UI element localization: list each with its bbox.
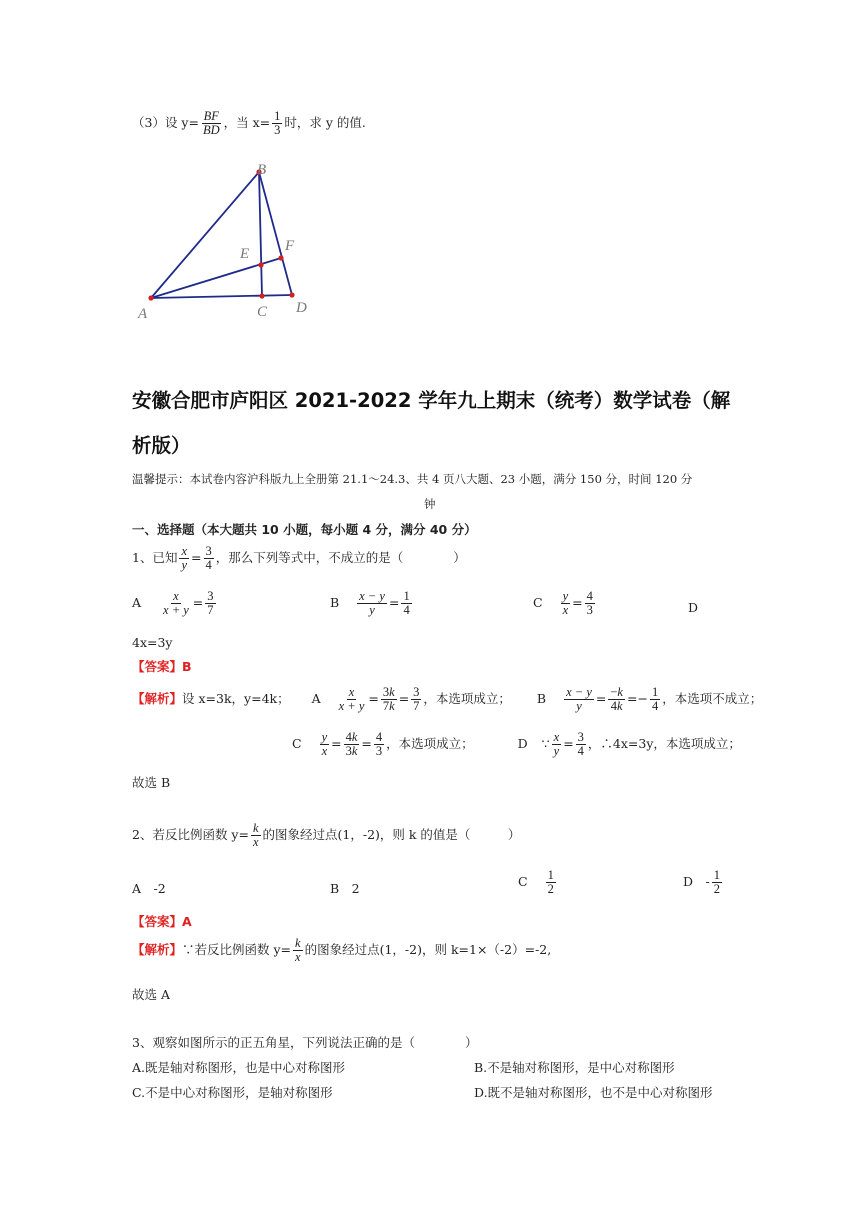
- point-a: [148, 295, 153, 300]
- q1-answer: 【答案】B: [132, 659, 192, 674]
- q1-analysis-line1: 【解析】设 x=3k，y=4k； A $\frac{x}{x + y}$ = $\frac{3k}{7k}$ = $\frac{3}{7}$ ，本选项成立； B $\frac{x - y}{y}$ = $\frac{-k}{4k}$ =− $\frac{1}{4}$ ，本选项不成立；: [132, 685, 763, 714]
- q3-option-b: B.不是轴对称图形，是中心对称图形: [474, 1060, 675, 1075]
- label-f: F: [285, 238, 295, 254]
- q3-option-c: C.不是中心对称图形，是轴对称图形: [132, 1085, 333, 1100]
- prev-problem-label: （3）设 y=: [132, 115, 199, 131]
- q1-option-d-text: 4x=3y: [132, 635, 173, 650]
- fraction-bf-bd: $\frac{BF}{BD}$: [202, 109, 220, 138]
- segment-bd: [259, 172, 292, 295]
- q1-option-b: B $\frac{x - y}{y}$ = $\frac{1}{4}$: [330, 589, 410, 618]
- notice-line2: 钟: [424, 497, 436, 511]
- label-e: E: [240, 246, 250, 262]
- q2-conclusion: 故选 A: [132, 987, 171, 1002]
- q1-fraction-x-y: $\frac{x}{y}$: [181, 544, 188, 573]
- point-f: [278, 255, 283, 260]
- q2-option-d: D - $\frac{1}{2}$: [683, 868, 720, 897]
- q2-stem: 2、若反比例函数 y= $\frac{k}{x}$ 的图象经过点(1，-2)，则 k 的值是（ ）: [132, 821, 521, 850]
- page-title-line2: 析版）: [132, 434, 191, 457]
- section-heading: 一、选择题（本大题共 10 小题，每小题 4 分，满分 40 分）: [132, 522, 477, 537]
- label-d: D: [296, 300, 307, 316]
- q2-answer: 【答案】A: [132, 914, 192, 929]
- label-a: A: [138, 306, 148, 322]
- q3-option-d: D.既不是轴对称图形，也不是中心对称图形: [474, 1085, 713, 1100]
- segment-bc: [259, 172, 262, 296]
- prev-problem-line: （3）设 y= $\frac{BF}{BD}$ ，当 x= $\frac{1}{3}$ 时，求 y 的值.: [132, 109, 366, 138]
- triangle-figure: [130, 160, 330, 330]
- point-d: [289, 292, 294, 297]
- segment-ab: [151, 172, 259, 298]
- q2-analysis: 【解析】∵若反比例函数 y= $\frac{k}{x}$ 的图象经过点(1，-2)，则 k=1×（-2）=-2,: [132, 936, 552, 965]
- q1-option-a: A $\frac{x}{x + y}$ = $\frac{3}{7}$: [132, 589, 214, 618]
- page-title-line1: 安徽合肥市庐阳区 2021-2022 学年九上期末（统考）数学试卷（解: [132, 389, 731, 412]
- fraction-one-third: $\frac{1}{3}$: [274, 109, 281, 138]
- q2-option-a: A -2: [132, 881, 166, 896]
- q3-stem: 3、观察如图所示的正五角星，下列说法正确的是（ ）: [132, 1035, 478, 1050]
- q1-option-c: C $\frac{y}{x}$ = $\frac{4}{3}$: [533, 589, 593, 618]
- q2-option-c: C $\frac{1}{2}$: [518, 868, 554, 897]
- q1-option-d: D: [688, 600, 699, 615]
- point-c: [259, 293, 264, 298]
- notice-line1: 温馨提示：本试卷内容沪科版九上全册第 21.1～24.3、共 4 页八大题、23 小题，满分 150 分，时间 120 分: [132, 472, 693, 486]
- point-e: [258, 262, 263, 267]
- q1-conclusion: 故选 B: [132, 775, 171, 790]
- q2-option-b: B 2: [330, 881, 360, 896]
- q3-option-a: A.既是轴对称图形，也是中心对称图形: [132, 1060, 346, 1075]
- label-c: C: [257, 304, 268, 320]
- segment-ad: [151, 295, 292, 298]
- q1-stem: 1、已知 $\frac{x}{y}$ = $\frac{3}{4}$ ，那么下列等式中，不成立的是（ ）: [132, 544, 466, 573]
- label-b: B: [257, 162, 267, 178]
- q1-analysis-line2: C $\frac{y}{x}$ = $\frac{4k}{3k}$ = $\frac{4}{3}$ ，本选项成立； D ∵ $\frac{x}{y}$ = $\frac{3}{4}$ ，∴4x=3y，本选项成立；: [292, 730, 741, 759]
